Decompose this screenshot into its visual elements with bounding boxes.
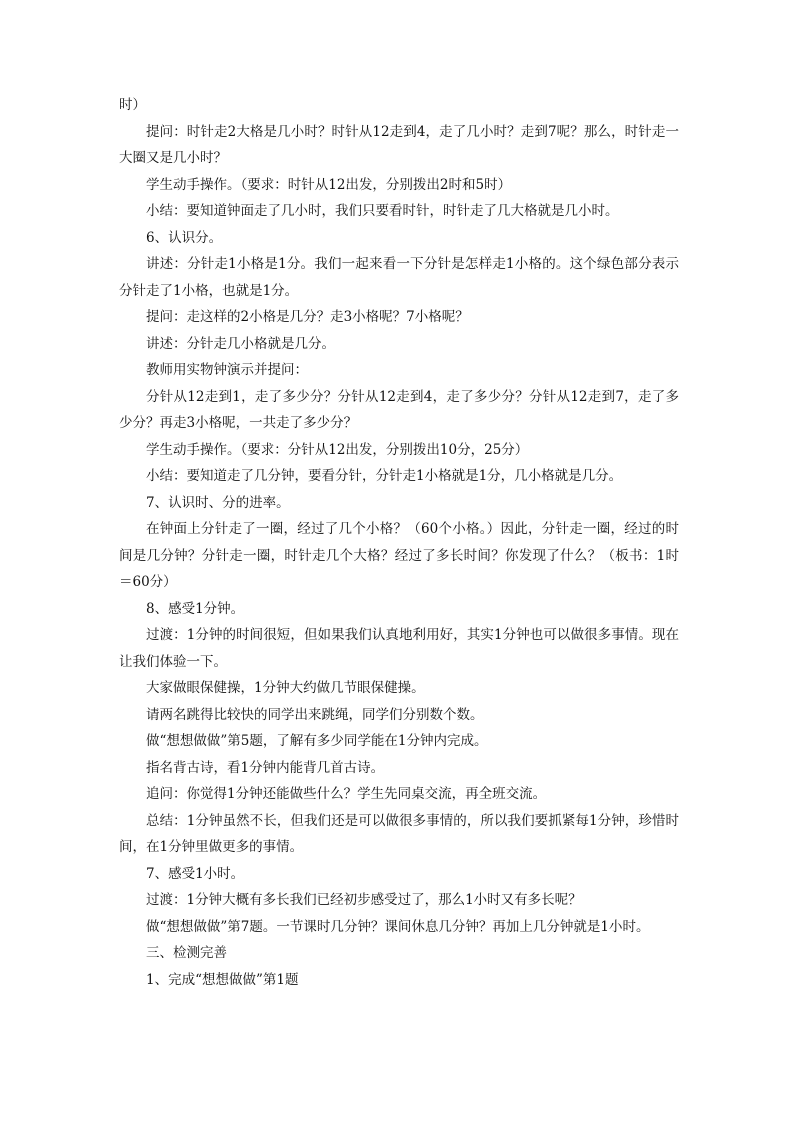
paragraph: 小结：要知道钟面走了几小时，我们只要看时针，时针走了几大格就是几小时。: [146, 203, 619, 219]
section-heading: 三、检测完善: [146, 945, 227, 961]
section-heading: 6、认识分。: [146, 229, 223, 246]
paragraph: 做“想想做做”第7题。一节课时几分钟？课间休息几分钟？再加上几分钟就是1小时。: [146, 918, 650, 935]
paragraph: 指名背古诗，看1分钟内能背几首古诗。: [146, 759, 385, 776]
document-body: [119, 92, 679, 993]
paragraph: 请两名跳得比较快的同学出来跳绳，同学们分别数个数。: [146, 706, 484, 723]
paragraph: 小结：要知道走了几分钟，要看分针，分针走1小格就是1分，几小格就是几分。: [146, 468, 623, 484]
paragraph: 提问：时针走2大格是几小时？时针从12走到4，走了几小时？走到7呢？那么，时针走一大圈又是几小时？: [119, 123, 679, 166]
section-heading: 7、认识时、分的进率。: [146, 494, 290, 511]
paragraph: 做“想想做做”第5题，了解有多少同学能在1分钟内完成。: [146, 733, 488, 749]
paragraph: 1、完成“想想做做”第1题: [146, 971, 299, 988]
paragraph: 讲述：分针走几小格就是几分。: [146, 335, 335, 352]
paragraph: 过渡：1分钟的时间很短，但如果我们认真地利用好，其实1分钟也可以做很多事情。现在让我们体验一下。: [119, 627, 679, 670]
paragraph: 在钟面上分针走了一圈，经过了几个小格？（60个小格。）因此，分针走一圈，经过的时间是几分钟？分针走一圈，时针走几个大格？经过了多长时间？你发现了什么？（板书：1时＝60分）: [119, 521, 679, 590]
paragraph: 学生动手操作。（要求：时针从12出发，分别拨出2时和5时）: [146, 176, 512, 193]
paragraph: 教师用实物钟演示并提问：: [146, 362, 308, 378]
section-heading: 7、感受1小时。: [146, 865, 245, 882]
paragraph: 讲述：分针走1小格是1分。我们一起来看一下分针是怎样走1小格的。这个绿色部分表示分针走了1小格，也就是1分。: [119, 256, 679, 299]
paragraph: 总结：1分钟虽然不长，但我们还是可以做很多事情的，所以我们要抓紧每1分钟，珍惜时间，在1分钟里做更多的事情。: [119, 812, 679, 855]
paragraph: 分针从12走到1，走了多少分？分针从12走到4，走了多少分？分针从12走到7，走了多少分？再走3小格呢，一共走了多少分？: [119, 388, 679, 431]
paragraph: 时）: [119, 97, 146, 113]
paragraph: 大家做眼保健操，1分钟大约做几节眼保健操。: [146, 680, 425, 696]
paragraph: 追问：你觉得1分钟还能做些什么？学生先同桌交流，再全班交流。: [146, 786, 547, 802]
paragraph: 提问：走这样的2小格是几分？走3小格呢？7小格呢？: [146, 309, 469, 325]
paragraph: 过渡：1分钟大概有多长我们已经初步感受过了，那么1小时又有多长呢？: [146, 892, 582, 908]
paragraph: 学生动手操作。（要求：分针从12出发，分别拨出10分，25分）: [146, 441, 529, 458]
section-heading: 8、感受1分钟。: [146, 600, 245, 617]
